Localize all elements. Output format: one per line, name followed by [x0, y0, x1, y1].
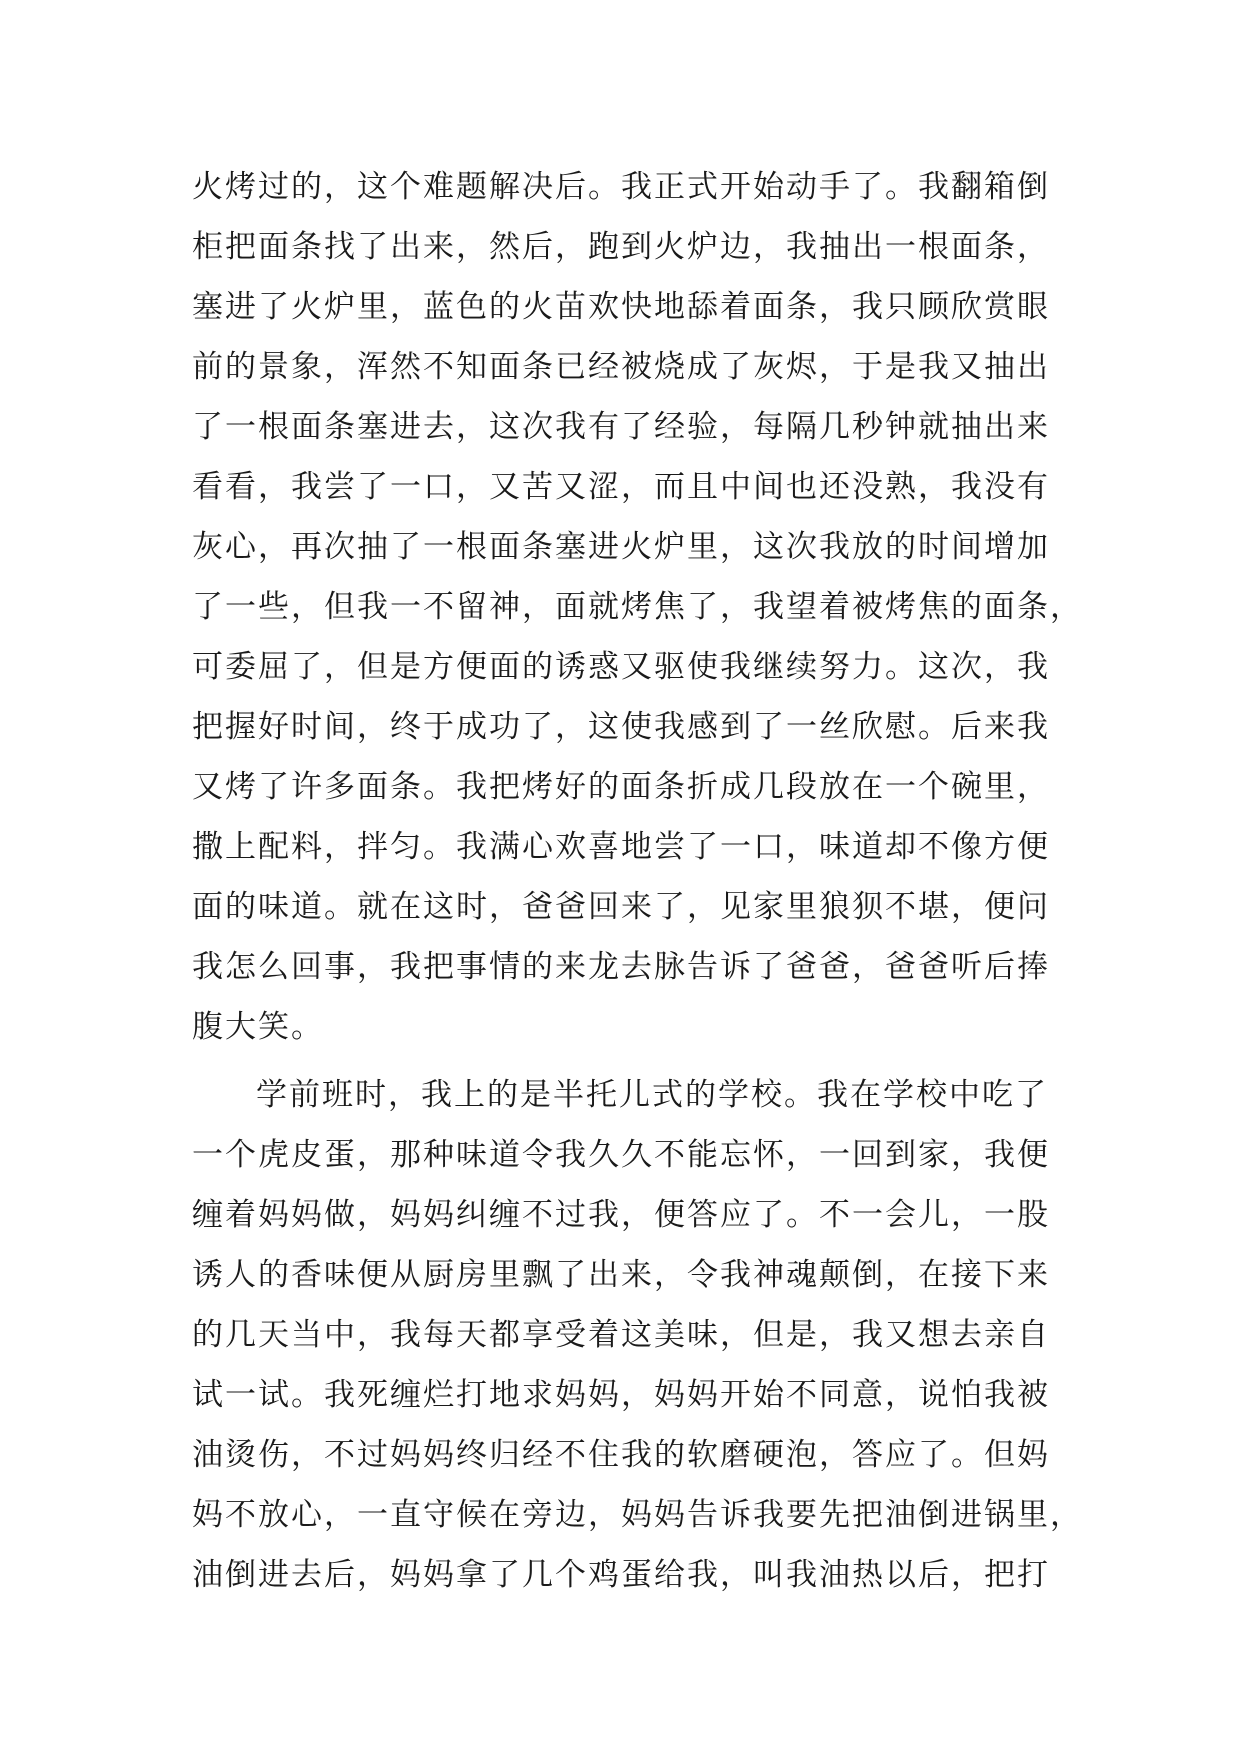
text-line: 火烤过的，这个难题解决后。我正式开始动手了。我翻箱倒: [192, 169, 1050, 205]
text-line: 把握好时间，终于成功了，这使我感到了一丝欣慰。后来我: [192, 709, 1050, 745]
text-line: 面的味道。就在这时，爸爸回来了，见家里狼狈不堪，便问: [192, 889, 1050, 925]
paragraph-2: [192, 1065, 1083, 1605]
text-line: 又烤了许多面条。我把烤好的面条折成几段放在一个碗里，: [192, 769, 1050, 805]
text-line: 柜把面条找了出来，然后，跑到火炉边，我抽出一根面条，: [192, 229, 1050, 265]
text-line: 妈不放心，一直守候在旁边，妈妈告诉我要先把油倒进锅里，: [192, 1497, 1083, 1533]
text-line: 试一试。我死缠烂打地求妈妈，妈妈开始不同意，说怕我被: [192, 1377, 1050, 1413]
text-line: 一个虎皮蛋，那种味道令我久久不能忘怀，一回到家，我便: [192, 1137, 1050, 1173]
paragraph-1: [192, 157, 1083, 1057]
text-line: 的几天当中，我每天都享受着这美味，但是，我又想去亲自: [192, 1317, 1050, 1353]
paragraph-gap: [192, 1057, 1062, 1065]
text-line: 油烫伤，不过妈妈终归经不住我的软磨硬泡，答应了。但妈: [192, 1437, 1050, 1473]
text-line: 可委屈了，但是方便面的诱惑又驱使我继续努力。这次，我: [192, 649, 1050, 685]
text-line: 看看，我尝了一口，又苦又涩，而且中间也还没熟，我没有: [192, 469, 1050, 505]
text-line: 我怎么回事，我把事情的来龙去脉告诉了爸爸，爸爸听后捧: [192, 949, 1050, 985]
text-line: 缠着妈妈做，妈妈纠缠不过我，便答应了。不一会儿，一股: [192, 1197, 1050, 1233]
text-line: 腹大笑。: [192, 1009, 324, 1045]
text-line: 撒上配料，拌匀。我满心欢喜地尝了一口，味道却不像方便: [192, 829, 1050, 865]
text-line: 了一根面条塞进去，这次我有了经验，每隔几秒钟就抽出来: [192, 409, 1050, 445]
text-line: 油倒进去后，妈妈拿了几个鸡蛋给我，叫我油热以后，把打: [192, 1557, 1050, 1593]
text-line: 灰心，再次抽了一根面条塞进火炉里，这次我放的时间增加: [192, 529, 1050, 565]
text-line: 塞进了火炉里，蓝色的火苗欢快地舔着面条，我只顾欣赏眼: [192, 289, 1050, 325]
text-line: 诱人的香味便从厨房里飘了出来，令我神魂颠倒，在接下来: [192, 1257, 1050, 1293]
text-line: 前的景象，浑然不知面条已经被烧成了灰烬，于是我又抽出: [192, 349, 1050, 385]
text-line-first-indented: 学前班时，我上的是半托儿式的学校。我在学校中吃了: [256, 1077, 1048, 1113]
document-body: [192, 157, 1083, 1605]
text-line: 了一些，但我一不留神，面就烤焦了，我望着被烤焦的面条，: [192, 589, 1083, 625]
